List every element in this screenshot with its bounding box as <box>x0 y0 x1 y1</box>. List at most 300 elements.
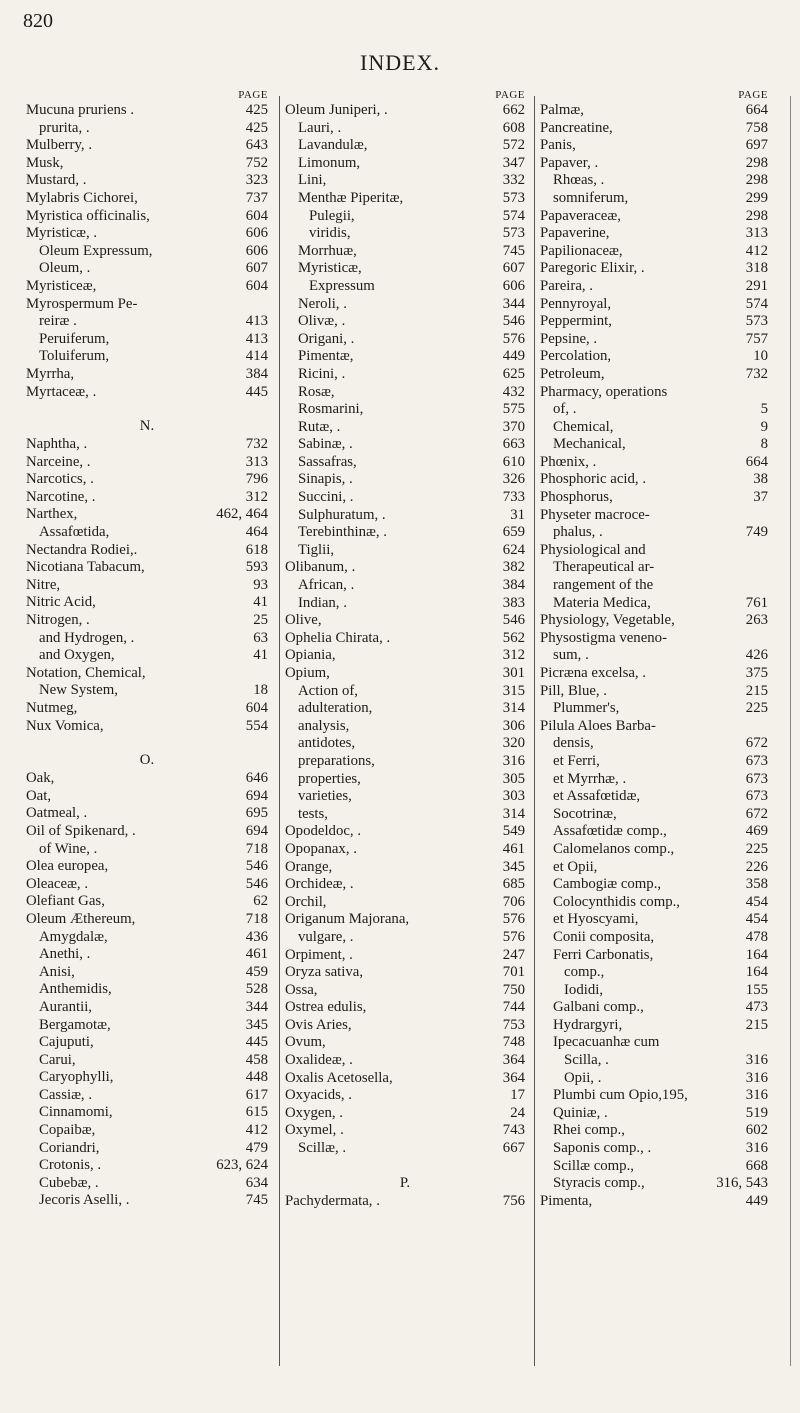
entry-term: Oleum, . <box>39 260 91 277</box>
entry-term: Plummer's, <box>553 700 620 717</box>
entry-term: Sulphuratum, . <box>298 506 386 523</box>
index-entry <box>26 471 268 489</box>
index-entry <box>540 1087 768 1105</box>
index-entry <box>540 894 768 912</box>
entry-page-ref: 291 <box>745 277 768 294</box>
entry-term: properties, <box>298 770 361 787</box>
entry-page-ref: 757 <box>745 330 768 347</box>
entry-term: Pimentæ, <box>298 348 354 365</box>
index-entry <box>540 753 768 771</box>
entry-term: Oxygen, . <box>285 1104 343 1121</box>
entry-term: and Hydrogen, . <box>39 629 135 646</box>
entry-term: tests, <box>298 805 329 822</box>
entry-term: Assafœtidæ comp., <box>553 823 667 840</box>
entry-term: Nectandra Rodiei,. <box>26 541 138 558</box>
entry-term: Orchil, <box>285 893 327 910</box>
index-entry <box>26 718 268 736</box>
index-entry <box>26 1122 268 1140</box>
entry-page-ref: 225 <box>745 840 768 857</box>
entry-term: Ophelia Chirata, . <box>285 629 391 646</box>
index-entry <box>285 700 525 718</box>
index-entry <box>285 137 525 155</box>
index-entry <box>285 559 525 577</box>
index-entry <box>26 243 268 261</box>
entry-term: Ricini, . <box>298 365 346 382</box>
entry-page-ref: 316, 543 <box>716 1175 768 1192</box>
index-entry <box>285 859 525 877</box>
entry-page-ref: 426 <box>745 647 768 664</box>
entry-term: Assafœtida, <box>39 524 110 541</box>
entry-page-ref: 667 <box>502 1140 525 1157</box>
entry-term: Nitric Acid, <box>26 594 96 611</box>
entry-page-ref: 24 <box>510 1104 525 1121</box>
entry-page-ref: 701 <box>502 964 525 981</box>
entry-term: Cinnamomi, <box>39 1104 113 1121</box>
entry-term: Olivæ, . <box>298 313 346 330</box>
index-entry <box>285 1070 525 1088</box>
index-entry <box>26 296 268 314</box>
index-entry <box>285 471 525 489</box>
entry-page-ref: 314 <box>502 805 525 822</box>
entry-page-ref: 643 <box>245 137 268 154</box>
entry-page-ref: 549 <box>502 823 525 840</box>
entry-page-ref: 606 <box>502 277 525 294</box>
index-entry <box>26 1104 268 1122</box>
entry-page-ref: 215 <box>745 1016 768 1033</box>
entry-term: Orange, <box>285 858 333 875</box>
index-entry <box>285 1052 525 1070</box>
entry-page-ref: 314 <box>502 700 525 717</box>
entry-term: Ovis Aries, <box>285 1016 352 1033</box>
entry-page-ref: 459 <box>245 963 268 980</box>
index-entry <box>285 401 525 419</box>
entry-page-ref: 672 <box>745 735 768 752</box>
entry-term: Mechanical, <box>553 436 626 453</box>
index-entry <box>285 630 525 648</box>
entry-term: Cubebæ, . <box>39 1174 99 1191</box>
entry-term: Chemical, <box>553 418 614 435</box>
entry-term: Olefiant Gas, <box>26 893 105 910</box>
entry-page-ref: 718 <box>245 840 268 857</box>
entry-term: Phosphoric acid, . <box>540 471 647 488</box>
entry-term: Scillæ comp., <box>553 1157 634 1174</box>
index-entry <box>26 278 268 296</box>
entry-page-ref: 617 <box>245 1086 268 1103</box>
entry-page-ref: 263 <box>745 612 768 629</box>
entry-page-ref: 412 <box>745 242 768 259</box>
entry-page-ref: 316 <box>745 1052 768 1069</box>
index-entries <box>285 102 525 1210</box>
index-entry <box>26 137 268 155</box>
entry-page-ref: 315 <box>502 682 525 699</box>
index-entry <box>26 260 268 278</box>
entry-term: Oxalideæ, . <box>285 1052 353 1069</box>
index-entry <box>285 208 525 226</box>
index-entry <box>540 595 768 613</box>
entry-term: Sassafras, <box>298 453 357 470</box>
index-entry <box>26 612 268 630</box>
entry-page-ref: 25 <box>253 612 268 629</box>
entry-page-ref: 464 <box>245 524 268 541</box>
entry-term: Myrtaceæ, . <box>26 383 97 400</box>
entry-term: Nitrogen, . <box>26 612 90 629</box>
entry-term: Scillæ, . <box>298 1140 347 1157</box>
entry-term: sum, . <box>553 647 589 664</box>
entry-term: Pharmacy, operations <box>540 383 668 400</box>
entry-page-ref: 461 <box>502 840 525 857</box>
entry-term: Papilionaceæ, <box>540 242 623 259</box>
entry-term: Myristica officinalis, <box>26 207 150 224</box>
entry-term: New System, <box>39 682 118 699</box>
entry-page-ref: 306 <box>502 717 525 734</box>
entry-term: Papaverine, <box>540 225 610 242</box>
index-entry <box>540 1052 768 1070</box>
entry-page-ref: 606 <box>245 242 268 259</box>
entry-term: Olive, <box>285 612 322 629</box>
entry-page-ref: 298 <box>745 154 768 171</box>
index-entry <box>26 1052 268 1070</box>
entry-term: Sinapis, . <box>298 471 353 488</box>
entry-term: et Assafœtidæ, <box>553 788 641 805</box>
index-entry <box>285 735 525 753</box>
entry-term: Rosmarini, <box>298 401 364 418</box>
entry-page-ref: 546 <box>245 875 268 892</box>
entry-term: Narcotics, . <box>26 471 94 488</box>
entry-term: Naphtha, . <box>26 436 88 453</box>
entry-term: Physiology, Vegetable, <box>540 612 675 629</box>
index-entry <box>285 436 525 454</box>
entry-term: Indian, . <box>298 594 347 611</box>
index-entry <box>540 982 768 1000</box>
entry-page-ref: 344 <box>502 295 525 312</box>
index-entry <box>285 841 525 859</box>
entry-page-ref: 574 <box>745 295 768 312</box>
entry-term: Percolation, <box>540 348 612 365</box>
index-entry <box>26 225 268 243</box>
entry-term: Pennyroyal, <box>540 295 612 312</box>
entry-page-ref: 164 <box>745 964 768 981</box>
index-entry <box>26 190 268 208</box>
entry-page-ref: 796 <box>245 471 268 488</box>
index-entry <box>285 823 525 841</box>
entry-page-ref: 604 <box>245 207 268 224</box>
index-entry <box>540 735 768 753</box>
index-entry <box>26 1140 268 1158</box>
entry-term: Lavandulæ, <box>298 137 368 154</box>
entry-term: Mulberry, . <box>26 137 93 154</box>
entry-term: Rhei comp., <box>553 1122 625 1139</box>
entry-page-ref: 448 <box>245 1069 268 1086</box>
entry-page-ref: 744 <box>502 999 525 1016</box>
index-entry <box>540 1140 768 1158</box>
index-entry <box>26 929 268 947</box>
index-entry <box>540 788 768 806</box>
index-entry <box>540 1070 768 1088</box>
entry-term: Quiniæ, . <box>553 1104 608 1121</box>
entry-term: Lauri, . <box>298 119 342 136</box>
index-entry <box>540 542 768 560</box>
entry-term: Iodidi, <box>564 981 604 998</box>
entry-page-ref: 469 <box>745 823 768 840</box>
index-entry <box>540 524 768 542</box>
index-entry <box>285 1105 525 1123</box>
entry-term: Therapeutical ar- <box>553 559 655 576</box>
entry-term: Pilula Aloes Barba- <box>540 717 656 734</box>
index-entry <box>285 542 525 560</box>
index-entry <box>26 1157 268 1175</box>
entry-page-ref: 604 <box>245 277 268 294</box>
entry-term: Morrhuæ, <box>298 242 357 259</box>
entry-page-ref: 604 <box>245 700 268 716</box>
index-entry <box>540 630 768 648</box>
entry-page-ref: 312 <box>245 488 268 505</box>
entry-page-ref: 624 <box>502 541 525 558</box>
entry-term: rangement of the <box>553 577 654 594</box>
index-entry <box>540 700 768 718</box>
entry-term: Oryza sativa, <box>285 964 364 981</box>
entry-page-ref: 5 <box>760 401 768 418</box>
index-entry <box>285 1193 525 1211</box>
entry-page-ref: 384 <box>245 365 268 382</box>
index-entry <box>285 190 525 208</box>
index-entry <box>26 858 268 876</box>
entry-term: of Wine, . <box>39 840 98 857</box>
entry-term: Peruiferum, <box>39 330 110 347</box>
index-entry <box>26 876 268 894</box>
entry-page-ref: 576 <box>502 330 525 347</box>
index-entry <box>540 401 768 419</box>
entry-term: reiræ . <box>39 313 77 330</box>
entry-term: Oleum Juniperi, . <box>285 102 388 118</box>
entry-term: somniferum, <box>553 189 629 206</box>
entry-term: Oleum Æthereum, <box>26 910 136 927</box>
entry-term: varieties, <box>298 788 352 805</box>
index-entry <box>26 313 268 331</box>
entry-page-ref: 8 <box>760 436 768 453</box>
entry-page-ref: 454 <box>745 893 768 910</box>
entry-term: Opiania, <box>285 647 336 664</box>
entry-term: Olibanum, . <box>285 559 356 576</box>
entry-term: Myristicæ, <box>298 260 362 277</box>
entry-page-ref: 313 <box>745 225 768 242</box>
column-divider <box>279 96 280 1366</box>
index-entry <box>26 700 268 718</box>
entry-page-ref: 749 <box>745 524 768 541</box>
entry-page-ref: 562 <box>502 629 525 646</box>
entry-page-ref: 745 <box>245 1192 268 1209</box>
index-entry <box>285 999 525 1017</box>
entry-page-ref: 425 <box>245 119 268 136</box>
entry-term: Paregoric Elixir, . <box>540 260 645 277</box>
index-entry <box>26 524 268 542</box>
section-heading <box>26 735 268 770</box>
index-entry <box>26 155 268 173</box>
entry-page-ref: 519 <box>745 1104 768 1121</box>
entry-page-ref: 215 <box>745 682 768 699</box>
entry-page-ref: 672 <box>745 805 768 822</box>
entry-term: Amygdalæ, <box>39 928 108 945</box>
entry-term: Oxymel, . <box>285 1122 344 1139</box>
entry-page-ref: 303 <box>502 788 525 805</box>
index-entry <box>540 823 768 841</box>
entry-page-ref: 316 <box>745 1140 768 1157</box>
entry-term: et Myrrhæ, . <box>553 770 627 787</box>
entry-term: Oatmeal, . <box>26 805 88 822</box>
entry-page-ref: 732 <box>745 365 768 382</box>
index-entries <box>540 102 768 1210</box>
entry-page-ref: 462, 464 <box>216 506 268 523</box>
entry-term: adulteration, <box>298 700 373 717</box>
entry-term: Pepsine, . <box>540 330 598 347</box>
index-entry <box>26 542 268 560</box>
entry-term: Colocynthidis comp., <box>553 893 681 910</box>
index-entry <box>26 630 268 648</box>
entry-term: Nutmeg, <box>26 700 78 716</box>
entry-page-ref: 164 <box>745 946 768 963</box>
entry-term: Peppermint, <box>540 313 612 330</box>
index-entry <box>540 718 768 736</box>
entry-term: African, . <box>298 577 355 594</box>
entry-page-ref: 743 <box>502 1122 525 1139</box>
entry-page-ref: 301 <box>502 665 525 681</box>
index-entry <box>285 683 525 701</box>
entry-page-ref: 432 <box>502 383 525 400</box>
entry-term: Menthæ Piperitæ, <box>298 189 404 206</box>
index-entry <box>285 982 525 1000</box>
entry-page-ref: 298 <box>745 172 768 189</box>
index-entry <box>26 770 268 788</box>
entry-term: Cajuputi, <box>39 1034 94 1051</box>
entry-page-ref: 664 <box>745 453 768 470</box>
index-entry <box>540 964 768 982</box>
index-entry <box>26 823 268 841</box>
entry-page-ref: 694 <box>245 787 268 804</box>
entry-page-ref: 449 <box>502 348 525 365</box>
section-letter: O. <box>139 752 155 769</box>
entry-page-ref: 347 <box>502 154 525 171</box>
entry-page-ref: 528 <box>245 981 268 998</box>
entry-term: Pulegii, <box>309 207 355 224</box>
entry-term: Oil of Spikenard, . <box>26 822 136 839</box>
index-entry <box>540 841 768 859</box>
entry-term: Coriandri, <box>39 1139 100 1156</box>
entry-page-ref: 326 <box>502 471 525 488</box>
index-entry <box>540 1122 768 1140</box>
index-entry <box>540 384 768 402</box>
entry-term: Anethi, . <box>39 946 91 963</box>
entry-term: Aurantii, <box>39 998 93 1015</box>
index-entry <box>26 594 268 612</box>
entry-page-ref: 756 <box>502 1192 525 1209</box>
entry-term: Jecoris Aselli, . <box>39 1192 130 1209</box>
index-entry <box>540 806 768 824</box>
entry-page-ref: 364 <box>502 1052 525 1069</box>
entry-term: Terebinthinæ, . <box>298 524 387 541</box>
index-entry <box>285 1122 525 1140</box>
index-entry <box>540 278 768 296</box>
entry-page-ref: 38 <box>753 471 768 488</box>
entry-page-ref: 761 <box>745 594 768 611</box>
entry-page-ref: 695 <box>245 805 268 822</box>
index-entry <box>540 366 768 384</box>
entry-page-ref: 375 <box>745 665 768 681</box>
entry-page-ref: 305 <box>502 770 525 787</box>
entry-term: Origani, . <box>298 330 355 347</box>
index-entry <box>285 296 525 314</box>
entry-page-ref: 312 <box>502 647 525 664</box>
column-divider <box>534 96 535 1366</box>
entry-page-ref: 41 <box>253 594 268 611</box>
entry-page-ref: 718 <box>245 910 268 927</box>
entry-page-ref: 436 <box>245 928 268 945</box>
entry-page-ref: 9 <box>760 418 768 435</box>
entry-page-ref: 732 <box>245 436 268 453</box>
entry-term: Pachydermata, . <box>285 1192 380 1209</box>
entry-term: Orpiment, . <box>285 946 353 963</box>
index-entry <box>26 436 268 454</box>
index-entry <box>285 947 525 965</box>
entry-page-ref: 737 <box>245 189 268 206</box>
entry-page-ref: 413 <box>245 330 268 347</box>
index-entry <box>26 384 268 402</box>
index-entry <box>285 894 525 912</box>
entry-page-ref: 31 <box>510 506 525 523</box>
entry-term: of, . <box>553 401 577 418</box>
entry-page-ref: 473 <box>745 999 768 1016</box>
entry-term: Physostigma veneno- <box>540 629 667 646</box>
entry-term: Pill, Blue, . <box>540 682 608 699</box>
index-entry <box>540 929 768 947</box>
entry-term: Physiological and <box>540 541 646 558</box>
index-column-2 <box>285 88 525 1210</box>
entry-page-ref: 634 <box>245 1174 268 1191</box>
entry-term: Succini, . <box>298 489 354 506</box>
entry-term: Cambogiæ comp., <box>553 876 662 893</box>
index-entry <box>26 788 268 806</box>
entry-page-ref: 608 <box>502 119 525 136</box>
entry-term: Ovum, <box>285 1034 326 1051</box>
index-entry <box>285 964 525 982</box>
entry-term: phalus, . <box>553 524 603 541</box>
entry-term: Myrrha, <box>26 365 75 382</box>
entry-page-ref: 445 <box>245 1034 268 1051</box>
entry-page-ref: 332 <box>502 172 525 189</box>
entry-term: Oxyacids, . <box>285 1087 352 1104</box>
entry-page-ref: 18 <box>253 682 268 699</box>
index-entry <box>285 788 525 806</box>
index-entry <box>285 1017 525 1035</box>
index-entry <box>285 366 525 384</box>
entry-term: Myristicæ, . <box>26 225 98 242</box>
index-entry <box>26 841 268 859</box>
index-entry <box>285 612 525 630</box>
index-entry <box>540 577 768 595</box>
index-entry <box>285 806 525 824</box>
index-entry <box>285 155 525 173</box>
entry-term: Plumbi cum Opio,195, <box>553 1087 688 1104</box>
entry-term: Anthemidis, <box>39 981 112 998</box>
index-entry <box>540 911 768 929</box>
index-entry <box>540 137 768 155</box>
index-entry <box>540 243 768 261</box>
entry-term: Opopanax, . <box>285 840 357 857</box>
entry-page-ref: 664 <box>745 102 768 118</box>
index-entry <box>285 331 525 349</box>
entry-term: Materia Medica, <box>553 594 651 611</box>
index-entry <box>285 524 525 542</box>
index-entry <box>26 665 268 683</box>
section-letter: N. <box>139 418 155 435</box>
